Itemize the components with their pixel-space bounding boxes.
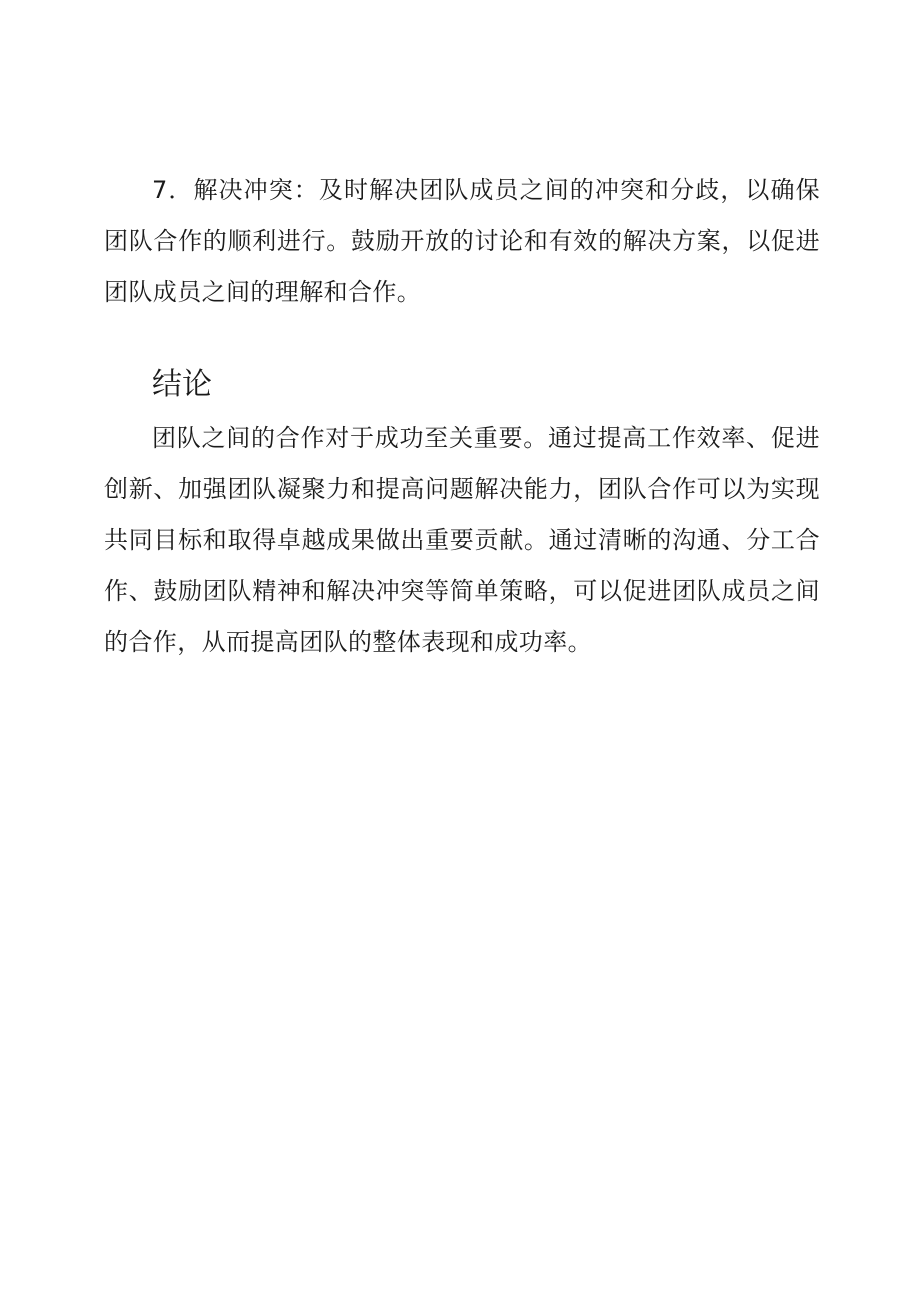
conclusion-heading: 结论 bbox=[152, 367, 212, 402]
conclusion-paragraph: 团队之间的合作对于成功至关重要。通过提高工作效率、促进创新、加强团队凝聚力和提高问题解决能力，团队合作可以为实现共同目标和取得卓越成果做出重要贡献。通过清晰的沟通、分工合作、鼓励团队精神和解决冲突等简单策略，可以促进团队成员之间的合作，从而提高团队的整体表现和成功率。 bbox=[104, 424, 820, 656]
paragraph-resolve-conflict: 7．解决冲突：及时解决团队成员之间的冲突和分歧，以确保团队合作的顺利进行。鼓励开放的讨论和有效的解决方案，以促进团队成员之间的理解和合作。 bbox=[104, 176, 820, 306]
